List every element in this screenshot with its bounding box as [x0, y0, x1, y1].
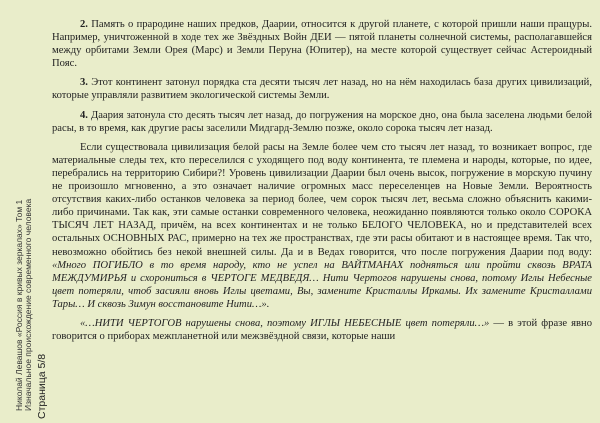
paragraph-4	[52, 109, 592, 135]
veda-quote: «Много ПОГИБЛО в то время народу, кто не успел на ВАЙТМАНАХ подняться или пройти сквозь ВРАТА МЕЖДУМИРЬЯ и схорониться в ЧЕРТОГЕ МЕДВЕДЯ… Нити Чертогов нарушены снова, потому Иглы Небесные цвет потеряли, чтоб засияли вновь Иглы цветами, Вы, замените Кристаллы Иркамы. Их замените Кристаллами Тары… И сквозь Зимун восстановите Нити…».	[52, 259, 592, 310]
paragraph-text: Даария затонула сто десять тысяч лет назад, до погружения на морское дно, она была заселена людьми белой расы, в то время, как другие расы заселили Мидгард-Землю позже, около сорока тысяч лет назад.	[52, 109, 592, 134]
sidebar-book-title: Николай Левашов «Россия в кривых зеркалах» Том 1	[14, 199, 24, 411]
paragraph-text: Память о прародине наших предков, Даарии, относится к другой планете, с которой пришли наши пращуры. Например, уничтоженной в ходе тех же Звёздных Войн ДЕИ — пятой планеты солнечной системы, располагавшейся между орбитами Земли Орея (Марс) и Земли Перуна (Юпитер), на месте которой существует сейчас Астероидный Пояс.	[52, 19, 592, 70]
page-number: Страница 5/8	[36, 353, 48, 419]
paragraph-last	[52, 317, 592, 343]
paragraph-number: 2.	[80, 19, 88, 30]
paragraph-number: 3.	[80, 77, 88, 89]
veda-quote-short: «…НИТИ ЧЕРТОГОВ нарушены снова, поэтому ИГЛЫ НЕБЕСНЫЕ цвет потеряли…»	[80, 317, 490, 329]
paragraph-text: Этот континент затонул порядка ста десяти тысяч лет назад, но на нём находилась база других цивилизаций, которые управляли развитием экологической системы Земли.	[52, 77, 592, 102]
paragraph-text: — в этой фразе явно говорится о приборах межпланетной или межзвёздной связи, которые наши	[52, 317, 592, 343]
paragraph-text: Если существовала цивилизация белой расы на Земле более чем сто тысяч лет назад, то возникает вопрос, где материальные следы тех, кто переселился с уходящего под воду континента, те племена и народы, которые, по идее, перебрались на территорию Сибири?! Уровень цивилизации Даарии был очень высок, погружение в морскую пучину не произошло мгновенно, а это означает наличие огромных масс переселенцев на Новые Земли. Вероятность отсутствия каких-либо останков человека за период более, чем сорок тысяч лет, весьма сложно объяснить какими-либо причинами. Так как, эти самые останки современного человека, неожиданно появляются только около СОРОКА ТЫСЯЧ ЛЕТ НАЗАД, причём, на всех континентах и не только БЕЛОГО ЧЕЛОВЕКА, но и представителей всех остальных ОСНОВНЫХ РАС, примерно на тех же пространствах, где эти расы обитают и в настоящее время. Так что, невозможно обойтись без некой внешней силы. Да и в Ведах говорится, что после погружения Даарии под воду:	[52, 141, 592, 258]
paragraph-3	[52, 76, 592, 102]
paragraph-body	[52, 141, 592, 311]
paragraph-number: 4.	[80, 109, 88, 121]
sidebar	[0, 0, 52, 423]
sidebar-chapter-title: Изначальное происхождение современного человека	[23, 198, 33, 411]
main-text	[52, 18, 592, 349]
paragraph-2	[52, 18, 592, 70]
